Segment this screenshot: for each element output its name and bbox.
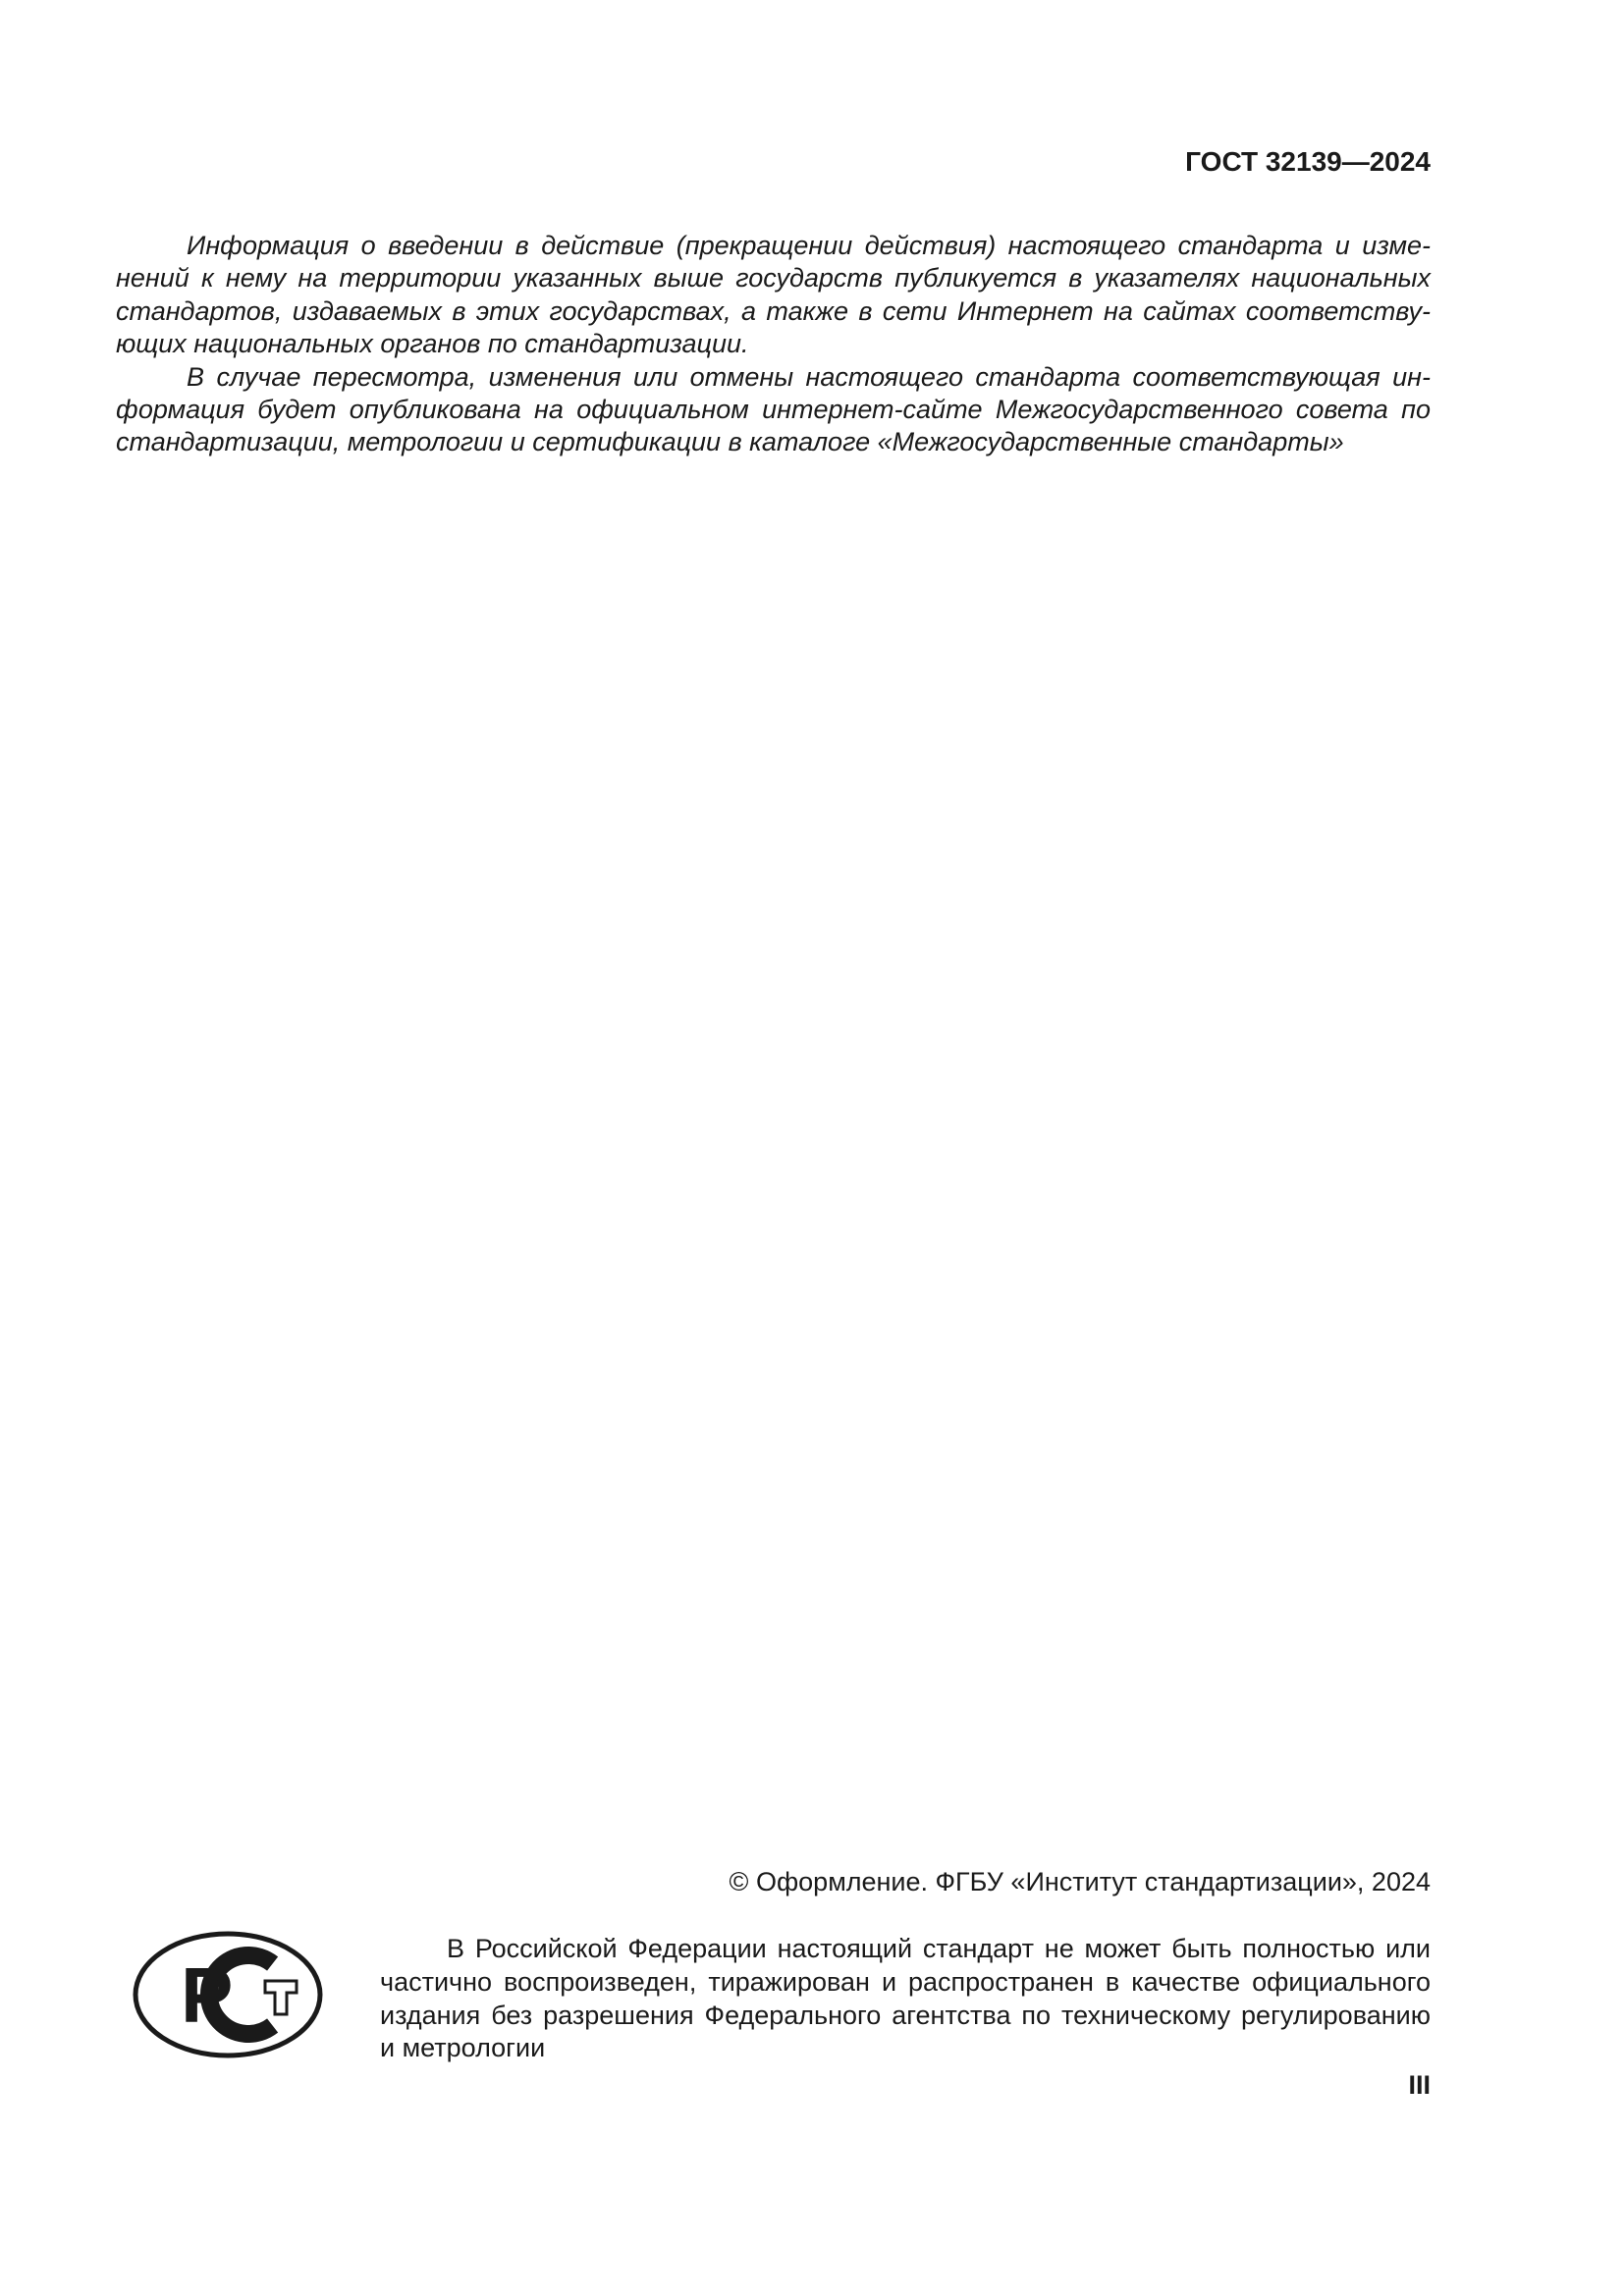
intro-paragraph-revision [116,361,1431,459]
intro-paragraph-publication [116,230,1431,361]
page-number: III [1408,2070,1431,2100]
text-line: нений к нему на территории указанных выше государств публикуется в указателях национальных [116,263,1431,294]
text-line: издания без разрешения Федерального агентства по техническому регулированию [380,2000,1431,2030]
text-line: В Российской Федерации настоящий стандарт не может быть полностью или [447,1934,1431,1963]
text-line: стандартизации, метрологии и сертификации в каталоге «Межгосударственные стандарты» [116,427,1344,457]
text-line: ющих национальных органов по стандартизации. [116,329,749,359]
text-line: формация будет опубликована на официальном интернет-сайте Межгосударственного совета по [116,395,1431,425]
copyright-line: © Оформление. ФГБУ «Институт стандартизации», 2024 [729,1867,1431,1896]
standard-number-header: ГОСТ 32139—2024 [1185,146,1431,177]
text-line: Информация о введении в действие (прекращении действия) настоящего стандарта и изме- [187,231,1431,260]
logo-letter-t [265,1981,297,2014]
text-line: и метрологии [380,2033,546,2063]
rosstandart-rst-logo-icon [128,1927,329,2064]
reproduction-restriction-notice [380,1933,1431,2065]
text-line: В случае пересмотра, изменения или отмены настоящего стандарта соответствующая ин- [187,361,1431,392]
text-line: частично воспроизведен, тиражирован и распространен в качестве официального [380,1966,1431,1997]
logo-letter-r: Р [181,1951,234,2039]
text-line: стандартов, издаваемых в этих государствах, а также в сети Интернет на сайтах соответству- [116,295,1431,326]
intro-note-block [116,230,1431,459]
